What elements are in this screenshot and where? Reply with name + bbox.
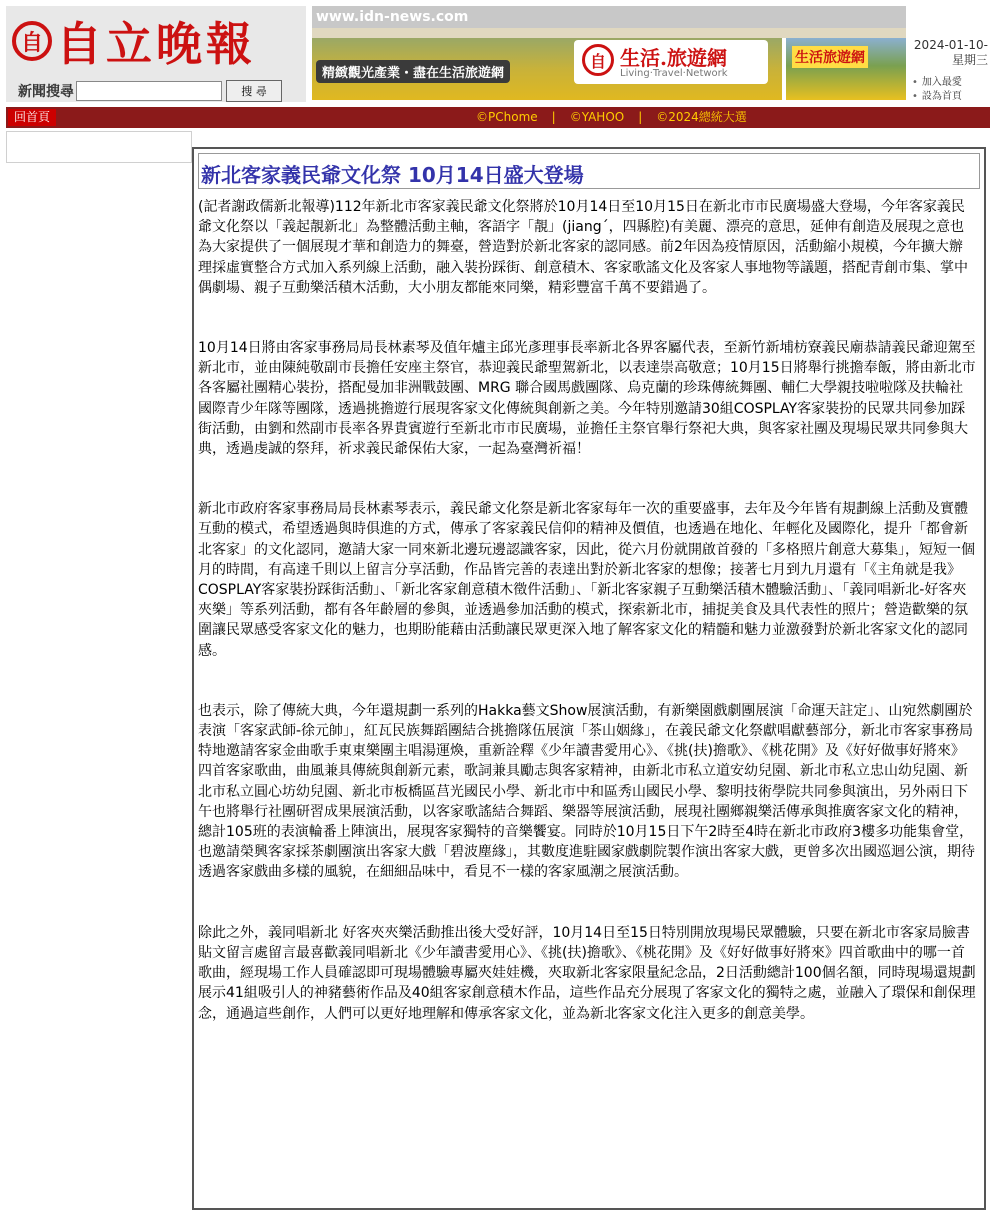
article-paragraph: 10月14日將由客家事務局局長林素琴及值年爐主邱光彥理事長率新北各界客屬代表，至新竹新埔枋寮義民廟恭請義民爺迎駕至新北市，並由陳純敬副市長擔任安座主祭官，恭迎義民爺聖駕新北，以表達崇高敬意；10月15日將舉行挑擔奉飯，將由新北市各客屬社團精心裝扮，搭配曼加非洲戰鼓團、MRG 聯合國馬戲團隊、烏克蘭的珍珠傳統舞團、輔仁大學親技啦啦隊及扶輪社國際青少年隊等團隊，透過挑擔遊行展現客家文化傳統與創新之美。今年特別邀請30組COSPLAY客家裝扮的民眾共同參加踩街活動，由劉和然副市長率各界貴賓遊行至新北市市民廣場，並擔任主祭官舉行祭祀大典，與客家社團及現場民眾共同參與大典，透過虔誠的祭拜，祈求義民爺保佑大家，一起為臺灣祈福！: [198, 340, 976, 458]
set-homepage-link[interactable]: [912, 90, 962, 104]
add-favorite-link[interactable]: [912, 76, 962, 90]
home-link[interactable]: 回首頁: [8, 109, 56, 126]
current-date: 2024-01-10-: [913, 38, 988, 52]
logo-text: 自立晚報: [56, 17, 256, 71]
article-paragraph: 新北市政府客家事務局局長林素琴表示，義民爺文化祭是新北客家每年一次的重要盛事，去年及今年皆有規劃線上活動及實體互動的模式，希望透過與時俱進的方式，傳承了客家義民信仰的精神及價值，也透過在地化、年輕化及國際化，提升「都會新北客家」的文化認同，邀請大家一同來新北邊玩邊認識客家，因此，從六月份就開啟首發的「多格照片創意大募集」，短短一個月的時間，有高達千則以上留言分享活動，作品皆完善的表達出對於新北客家的想像；接著七月到九月還有「《主角就是我》COSPLAY客家裝扮踩街活動」、「新北客家創意積木徵件活動」、「新北客家親子互動樂活積木體驗活動」、「義同唱新北-好客夾夾樂」等系列活動，都有各年齡層的參與，並透過參加活動的模式，探索新北市，捕捉美食及具代表性的照片；營造歡樂的氛圍讓民眾感受客家文化的魅力，也期盼能藉由活動讓民眾更深入地了解客家文化的精髓和魅力並激發對於新北客家文化的認同感。: [198, 501, 975, 659]
nav-link-election[interactable]: ©2024總統大選: [656, 110, 747, 124]
banner-brand-name: 生活.旅遊網: [620, 46, 727, 70]
news-search: [18, 80, 282, 102]
search-label: 新聞搜尋: [18, 84, 74, 100]
nav-link-pchome[interactable]: ©PChome: [476, 110, 538, 124]
banner-brand-english: Living·Travel·Network: [620, 68, 728, 79]
side-banner-ad[interactable]: [786, 38, 906, 100]
brand-mark-icon: 自: [582, 44, 614, 76]
nav-links: [476, 109, 761, 126]
article-title-box: [198, 153, 980, 189]
travel-banner-ad[interactable]: [312, 38, 782, 100]
search-input[interactable]: [76, 81, 222, 101]
top-navbar: [6, 107, 990, 128]
article-container: [192, 147, 986, 1210]
side-ad-text: 生活旅遊網: [792, 46, 868, 68]
article-title: 新北客家義民爺文化祭 10月14日盛大登場: [201, 163, 584, 187]
article-body: [198, 197, 976, 1064]
current-weekday: 星期三: [951, 53, 988, 67]
bullet-icon: •: [912, 77, 918, 88]
logo-mark-icon: 自: [12, 21, 52, 61]
article-paragraph: 除此之外，義同唱新北 好客夾夾樂活動推出後大受好評，10月14日至15日特別開放現場民眾體驗，只要在新北市客家局臉書貼文留言處留言最喜歡義同唱新北《少年讀書愛用心》、《挑(扶)擔歌》、《桃花開》及《好好做事好將來》四首歌曲中的哪一首歌曲，經現場工作人員確認即可現場體驗專屬夾娃娃機，夾取新北客家限量紀念品，2日活動總計100個名額，同時現場還規劃展示41組吸引人的神豬藝術作品及40組客家創意積木作品，這些作品充分展現了客家文化的獨特之處，並融入了環保和創保理念，通過這些創作，人們可以更好地理解和傳承客家文化，並為新北客家文化注入更多的創意美學。: [198, 924, 976, 1022]
banner-slogan: 精緻觀光產業・盡在生活旅遊網: [316, 60, 510, 83]
nav-separator: |: [638, 110, 643, 124]
quick-links: [912, 76, 962, 104]
banner-brand: [574, 40, 768, 84]
nav-link-yahoo[interactable]: ©YAHOO: [569, 110, 625, 124]
site-header: [0, 0, 995, 107]
banner-strip: [312, 28, 906, 38]
site-url[interactable]: www.idn-news.com: [316, 9, 469, 25]
site-logo[interactable]: [12, 8, 256, 74]
site-url-bar: [312, 6, 906, 28]
left-sidebar-box: [6, 131, 192, 163]
article-paragraph: 也表示，除了傳統大典，今年還規劃一系列的Hakka藝文Show展演活動，有新樂園戲劇團展演「命運天註定」、山宛然劇團於表演「客家武師-徐元帥」，紅瓦民族舞蹈團結合挑擔隊伍展演「茶山姻緣」，在義民爺文化祭獻唱獻藝部分，新北市客家事務局特地邀請客家金曲歌手東東樂團主唱湯運煥，重新詮釋《少年讀書愛用心》、《挑(扶)擔歌》、《桃花開》及《好好做事好將來》四首客家歌曲，曲風兼具傳統與創新元素，歌詞兼具勵志與客家精神，由新北市私立道安幼兒園、新北市私立忠山幼兒園、新北市私立圓心坊幼兒園、新北市板橋區莒光國民小學、新北市中和區秀山國民小學、黎明技術學院共同參與演出，另外兩日下午也將舉行社團研習成果展演活動，以客家歌謠結合舞蹈、樂器等展演活動，展現社團鄉親樂活傳承與推廣客家文化的精神，總計105班的表演輪番上陣演出，展現客家獨特的音樂饗宴。同時於10月15日下午2時至4時在新北市政府3樓多功能集會堂，也邀請榮興客家採茶劇團演出客家大戲「碧波塵緣」，其數度進駐國家戲劇院製作演出客家大戲，更曾多次出國巡迴公演，期待透過客家戲曲多樣的風貌，在細細品味中，看見不一樣的客家風潮之展演活動。: [198, 702, 975, 881]
bullet-icon: •: [912, 91, 918, 102]
add-favorite-label: 加入最愛: [921, 77, 962, 88]
date-display: [906, 38, 988, 68]
article-paragraph: (記者謝政儒新北報導)112年新北市客家義民爺文化祭將於10月14日至10月15日在新北市市民廣場盛大登場，今年客家義民爺文化祭以「義起靚新北」為整體活動主軸，客語字「靚」(jiang´，四縣腔)有美麗、漂亮的意思，延伸有創造及展現之意也為大家提供了一個展現才華和創造力的舞臺，營造對於新北客家的認同感。前2年因為疫情原因，活動縮小規模，今年擴大辦理採虛實整合方式加入系列線上活動，融入裝扮踩街、創意積木、客家歌謠文化及客家人事地物等議題，搭配青創市集、掌中偶劇場、親子互動樂活積木活動，大小朋友都能來同樂，精彩豐富千萬不要錯過了。: [198, 199, 968, 296]
logo-area: [6, 6, 306, 102]
nav-separator: |: [551, 110, 556, 124]
search-button[interactable]: 搜 尋: [226, 80, 282, 102]
set-homepage-label: 設為首頁: [921, 91, 962, 102]
